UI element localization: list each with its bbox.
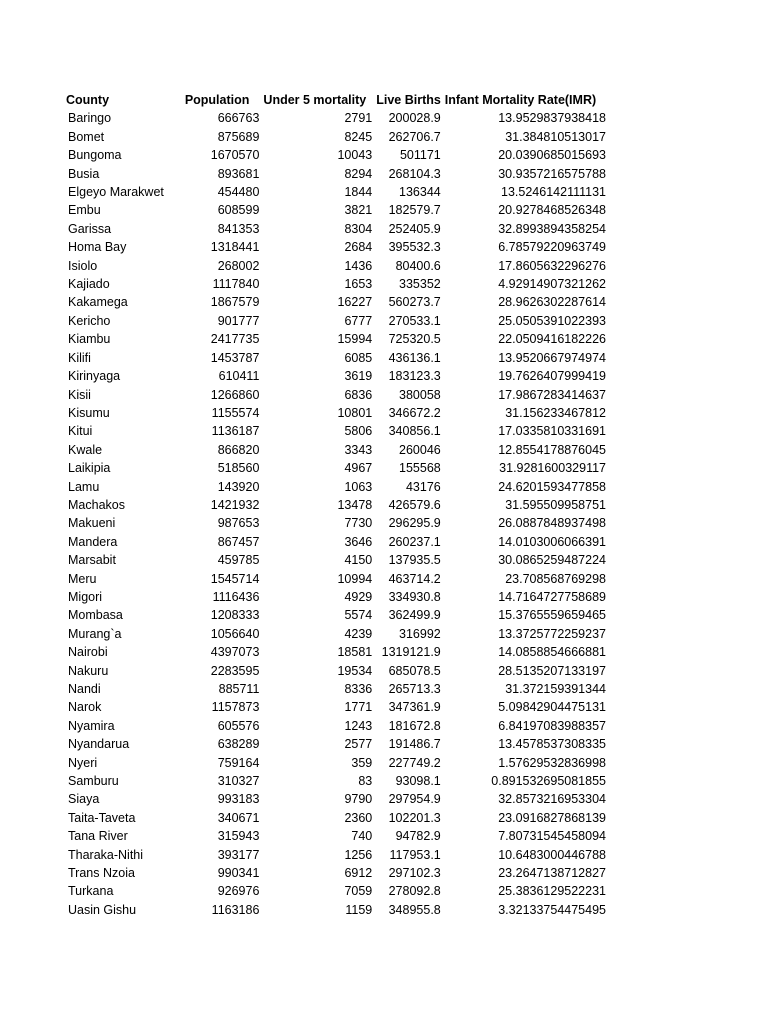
cell-population: 638289 [217,737,260,752]
cell-live-births: 117953.1 [389,847,441,862]
cell-county: Bungoma [68,148,122,163]
cell-under5-mortality: 3343 [344,442,373,457]
table-row [66,680,606,698]
table-row [66,827,606,845]
cell-under5-mortality: 1256 [344,847,373,862]
cell-under5-mortality: 83 [358,774,373,789]
cell-imr: 25.0505391022393 [498,313,606,328]
cell-county: Migori [68,589,103,604]
cell-imr: 17.0335810331691 [498,424,606,439]
cell-live-births: 260046 [399,442,441,457]
cell-under5-mortality: 10994 [337,571,373,586]
table-row [66,109,606,127]
cell-imr: 0.891532695081855 [491,774,606,789]
cell-imr: 26.0887848937498 [498,516,606,531]
cell-imr: 13.5246142111131 [501,185,606,200]
cell-under5-mortality: 13478 [337,497,373,512]
cell-county: Kisumu [68,405,110,420]
cell-imr: 25.3836129522231 [498,884,606,899]
table-row [66,367,606,385]
cell-imr: 10.6483000446788 [498,847,606,862]
cell-under5-mortality: 8245 [344,129,373,144]
cell-live-births: 348955.8 [388,902,441,917]
cell-live-births: 262706.7 [388,129,441,144]
cell-under5-mortality: 3619 [344,369,373,384]
cell-under5-mortality: 1243 [344,718,373,733]
cell-live-births: 725320.5 [388,332,441,347]
cell-live-births: 94782.9 [395,829,441,844]
cell-county: Kitui [68,424,93,439]
cell-under5-mortality: 8336 [344,682,373,696]
cell-population: 2417735 [210,332,260,347]
table-row [66,551,606,569]
cell-population: 610411 [218,369,260,384]
cell-imr: 28.5135207133197 [498,663,606,678]
cell-imr: 6.84197083988357 [498,718,606,733]
cell-imr: 31.372159391344 [505,682,606,696]
cell-imr: 23.0916827868139 [498,810,606,825]
cell-county: Tana River [68,829,128,844]
cell-population: 143920 [217,479,260,494]
cell-under5-mortality: 16227 [337,295,373,310]
cell-population: 2283595 [210,663,260,678]
cell-population: 1117840 [212,277,260,292]
header-county: County [66,93,110,107]
cell-under5-mortality: 18581 [337,645,373,660]
header-under5-mortality: Under 5 mortality [263,93,367,107]
cell-under5-mortality: 359 [351,755,373,770]
cell-live-births: 182579.7 [388,203,441,218]
cell-county: Garissa [68,221,112,236]
cell-population: 605576 [217,718,260,733]
cell-county: Nairobi [68,645,108,660]
cell-population: 993183 [217,792,260,807]
cell-population: 1867579 [210,295,260,310]
cell-under5-mortality: 6085 [344,350,373,365]
cell-live-births: 136344 [399,185,441,200]
cell-under5-mortality: 7059 [344,884,373,899]
cell-county: Turkana [68,884,114,899]
table-row [66,570,606,588]
cell-county: Siaya [68,792,100,807]
cell-under5-mortality: 2791 [344,111,373,126]
cell-under5-mortality: 740 [351,829,373,844]
cell-imr: 7.80731545458094 [498,829,606,844]
cell-imr: 23.708568769298 [505,571,606,586]
cell-county: Nandi [68,682,101,696]
cell-population: 885711 [218,682,260,696]
cell-population: 518560 [217,461,260,476]
cell-population: 1266860 [210,387,260,402]
table-row [66,349,606,367]
cell-county: Kisii [68,387,91,402]
table-row [66,330,606,348]
cell-county: Kiambu [68,332,111,347]
cell-county: Nakuru [68,663,109,678]
cell-county: Narok [68,700,102,715]
table-row [66,312,606,330]
table-row [66,386,606,404]
cell-imr: 14.0103006066391 [498,534,606,549]
table-row [66,698,606,716]
header-row [66,91,606,109]
table-row [66,128,606,146]
cell-live-births: 137935.5 [388,553,441,568]
cell-live-births: 463714.2 [388,571,441,586]
cell-live-births: 395532.3 [388,240,441,255]
cell-imr: 17.9867283414637 [498,387,606,402]
cell-county: Mombasa [68,608,123,623]
cell-live-births: 93098.1 [395,774,441,789]
cell-county: Busia [68,166,100,181]
table-row [66,183,606,201]
cell-county: Laikipia [68,461,111,476]
cell-under5-mortality: 15994 [337,332,373,347]
table-row [66,588,606,606]
cell-under5-mortality: 4967 [344,461,373,476]
table-row [66,201,606,219]
cell-under5-mortality: 6912 [344,866,373,881]
cell-live-births: 380058 [399,387,441,402]
cell-population: 926976 [217,884,260,899]
cell-population: 1136187 [211,424,260,439]
cell-population: 1318441 [210,240,260,255]
cell-imr: 19.7626407999419 [498,369,606,384]
table-row [66,238,606,256]
cell-county: Kajiado [68,277,110,292]
cell-county: Trans Nzoia [68,866,135,881]
cell-imr: 17.8605632296276 [498,258,606,273]
cell-imr: 28.9626302287614 [498,295,606,310]
table-row [66,901,606,919]
cell-population: 1545714 [210,571,260,586]
cell-imr: 13.3725772259237 [498,626,606,641]
cell-population: 4397073 [210,645,260,660]
table-row [66,496,606,514]
cell-live-births: 270533.1 [388,313,441,328]
cell-county: Nyeri [68,755,98,770]
cell-county: Bomet [68,129,105,144]
cell-population: 1421932 [210,497,260,512]
spreadsheet-page [66,91,626,919]
cell-county: Nyandarua [68,737,130,752]
cell-under5-mortality: 6836 [344,387,373,402]
cell-imr: 32.8573216953304 [498,792,606,807]
cell-imr: 24.6201593477858 [498,479,606,494]
table-row [66,404,606,422]
cell-under5-mortality: 9790 [344,792,373,807]
cell-population: 759164 [217,755,260,770]
cell-under5-mortality: 10801 [337,405,373,420]
cell-imr: 14.7164727758689 [498,589,606,604]
cell-under5-mortality: 4929 [344,589,373,604]
cell-under5-mortality: 1063 [344,479,373,494]
cell-live-births: 260237.1 [388,534,441,549]
table-row [66,643,606,661]
cell-live-births: 426579.6 [388,497,441,512]
table-row [66,220,606,238]
cell-county: Murang`a [68,626,122,641]
table-row [66,146,606,164]
table-row [66,735,606,753]
table-row [66,790,606,808]
cell-county: Nyamira [68,718,115,733]
cell-under5-mortality: 2360 [344,810,373,825]
cell-under5-mortality: 1436 [344,258,373,273]
table-row [66,772,606,790]
cell-imr: 31.156233467812 [505,405,606,420]
cell-county: Lamu [68,479,100,494]
cell-under5-mortality: 5574 [344,608,373,623]
cell-live-births: 80400.6 [395,258,441,273]
table-row [66,625,606,643]
table-row [66,533,606,551]
cell-live-births: 1319121.9 [381,645,441,660]
header-live-births: Live Births [376,93,441,107]
table-row [66,846,606,864]
cell-imr: 23.2647138712827 [498,866,606,881]
cell-population: 893681 [217,166,260,181]
cell-county: Meru [68,571,97,586]
cell-live-births: 334930.8 [388,589,441,604]
cell-imr: 31.384810513017 [505,129,606,144]
table-row [66,606,606,624]
cell-live-births: 181672.8 [388,718,441,733]
cell-population: 608599 [217,203,260,218]
cell-live-births: 296295.9 [388,516,441,531]
table-row [66,441,606,459]
cell-county: Kirinyaga [68,369,121,384]
cell-population: 990341 [217,866,260,881]
cell-under5-mortality: 4239 [344,626,373,641]
cell-live-births: 183123.3 [388,369,441,384]
table-row [66,662,606,680]
cell-population: 1157873 [211,700,260,715]
cell-county: Mandera [68,534,118,549]
table-row [66,275,606,293]
cell-live-births: 316992 [399,626,441,641]
cell-live-births: 335352 [399,277,441,292]
table-row [66,514,606,532]
cell-under5-mortality: 1653 [344,277,373,292]
cell-live-births: 297102.3 [388,866,441,881]
cell-imr: 1.57629532836998 [498,755,606,770]
cell-under5-mortality: 8304 [344,221,373,236]
cell-live-births: 340856.1 [388,424,441,439]
table-row [66,864,606,882]
cell-under5-mortality: 19534 [337,663,373,678]
cell-county: Uasin Gishu [68,902,137,917]
cell-county: Kericho [68,313,111,328]
table-row [66,754,606,772]
cell-under5-mortality: 1844 [344,185,373,200]
cell-under5-mortality: 5806 [344,424,373,439]
cell-county: Taita-Taveta [68,810,136,825]
cell-live-births: 436136.1 [388,350,441,365]
cell-under5-mortality: 3821 [344,203,373,218]
cell-population: 1056640 [210,626,260,641]
cell-live-births: 252405.9 [388,221,441,236]
cell-under5-mortality: 1159 [345,902,373,917]
table-row [66,165,606,183]
cell-imr: 30.0865259487224 [498,553,606,568]
cell-imr: 22.0509416182226 [498,332,606,347]
cell-population: 841353 [217,221,260,236]
cell-population: 866820 [217,442,260,457]
cell-population: 454480 [217,185,260,200]
cell-population: 1453787 [210,350,260,365]
cell-live-births: 200028.9 [388,111,441,126]
cell-county: Homa Bay [68,240,127,255]
cell-live-births: 265713.3 [388,682,441,696]
table-row [66,459,606,477]
cell-under5-mortality: 1771 [344,700,373,715]
cell-live-births: 191486.7 [388,737,441,752]
cell-under5-mortality: 10043 [337,148,373,163]
cell-imr: 30.9357216575788 [498,166,606,181]
table-row [66,293,606,311]
cell-live-births: 297954.9 [388,792,441,807]
header-population: Population [184,93,250,107]
cell-county: Baringo [68,111,112,126]
cell-population: 1163186 [211,902,260,917]
cell-population: 1155574 [211,405,260,420]
cell-population: 268002 [217,258,260,273]
cell-live-births: 560273.7 [388,295,441,310]
cell-imr: 31.9281600329117 [499,461,606,476]
cell-county: Tharaka-Nithi [68,847,144,862]
cell-population: 1116436 [212,589,260,604]
cell-population: 1208333 [210,608,260,623]
cell-population: 867457 [217,534,260,549]
cell-county: Elgeyo Marakwet [68,185,164,200]
cell-live-births: 102201.3 [388,810,441,825]
cell-county: Isiolo [68,258,98,273]
cell-under5-mortality: 8294 [344,166,373,181]
cell-county: Marsabit [68,553,116,568]
cell-population: 1670570 [210,148,260,163]
cell-imr: 6.78579220963749 [498,240,606,255]
cell-population: 393177 [217,847,260,862]
cell-live-births: 43176 [405,479,441,494]
cell-imr: 12.8554178876045 [498,442,606,457]
cell-population: 901777 [217,313,260,328]
cell-population: 459785 [217,553,260,568]
cell-under5-mortality: 2684 [344,240,373,255]
table-row [66,717,606,735]
cell-live-births: 685078.5 [388,663,441,678]
cell-county: Kakamega [68,295,128,310]
cell-imr: 20.0390685015693 [498,148,606,163]
cell-live-births: 346672.2 [388,405,441,420]
table-row [66,882,606,900]
table-row [66,478,606,496]
cell-live-births: 278092.8 [388,884,441,899]
cell-county: Makueni [68,516,116,531]
cell-imr: 31.595509958751 [505,497,606,512]
cell-county: Embu [68,203,101,218]
cell-population: 315943 [217,829,260,844]
cell-county: Kwale [68,442,103,457]
cell-imr: 15.3765559659465 [498,608,606,623]
cell-imr: 13.9529837938418 [498,111,606,126]
cell-under5-mortality: 4150 [344,553,373,568]
county-mortality-table [66,91,606,919]
cell-live-births: 501171 [399,148,441,163]
cell-imr: 13.4578537308335 [498,737,606,752]
cell-population: 340671 [217,810,260,825]
cell-population: 666763 [217,111,260,126]
cell-under5-mortality: 3646 [344,534,373,549]
cell-population: 310327 [217,774,260,789]
cell-imr: 32.8993894358254 [498,221,606,236]
cell-county: Kilifi [68,350,91,365]
cell-imr: 13.9520667974974 [498,350,606,365]
cell-imr: 14.0858854666881 [498,645,606,660]
cell-population: 987653 [217,516,260,531]
cell-live-births: 155568 [399,461,441,476]
cell-imr: 4.92914907321262 [498,277,606,292]
cell-live-births: 227749.2 [388,755,441,770]
cell-live-births: 362499.9 [388,608,441,623]
cell-live-births: 347361.9 [388,700,441,715]
cell-live-births: 268104.3 [388,166,441,181]
cell-county: Machakos [68,497,125,512]
header-infant-mortality-rate: Infant Mortality Rate(IMR) [444,93,597,107]
cell-imr: 3.32133754475495 [498,902,606,917]
table-row [66,257,606,275]
cell-under5-mortality: 2577 [344,737,373,752]
table-row [66,422,606,440]
table-body [66,109,606,919]
cell-under5-mortality: 7730 [344,516,373,531]
cell-population: 875689 [217,129,260,144]
cell-county: Samburu [68,774,119,789]
table-row [66,809,606,827]
cell-imr: 20.9278468526348 [498,203,606,218]
cell-imr: 5.09842904475131 [498,700,606,715]
cell-under5-mortality: 6777 [344,313,373,328]
